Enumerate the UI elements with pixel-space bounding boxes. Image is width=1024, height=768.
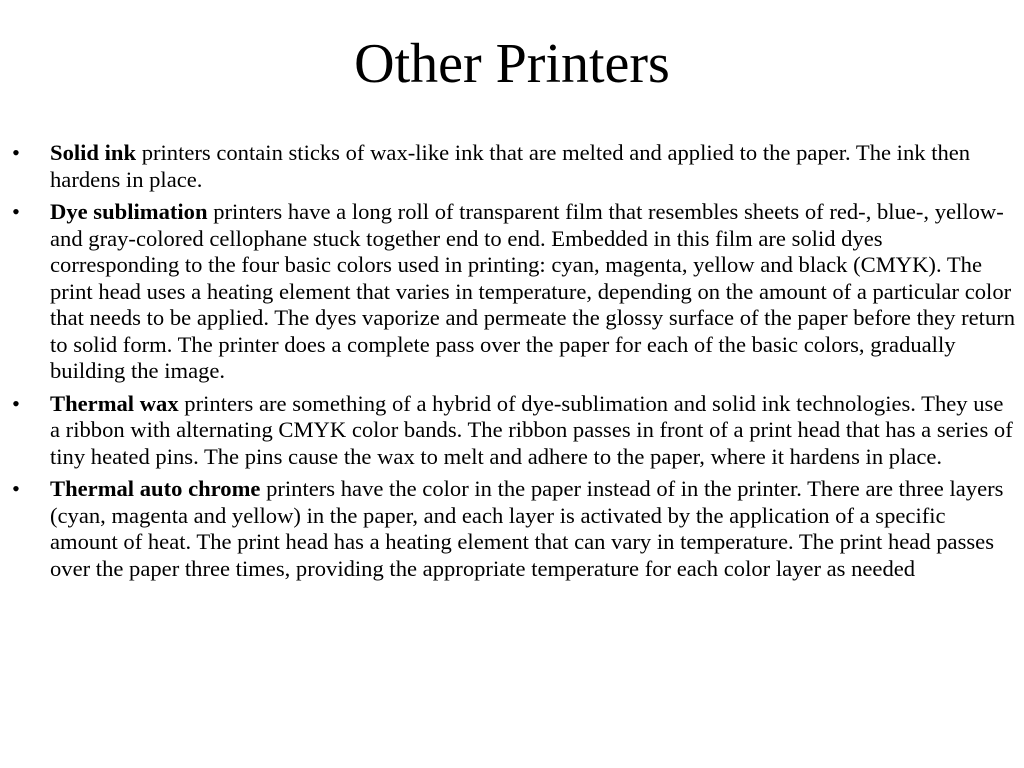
bullet-icon: •	[12, 476, 20, 501]
bullet-item-solid-ink	[12, 140, 1016, 193]
bullet-term: Thermal auto chrome	[50, 476, 261, 501]
bullet-icon: •	[12, 390, 20, 416]
slide-title: Other Printers	[354, 33, 670, 95]
bullet-term: Thermal wax	[50, 390, 179, 416]
bullet-term: Solid ink	[50, 140, 137, 165]
bullet-item-thermal-wax	[12, 391, 1016, 471]
bullet-icon: •	[12, 140, 20, 165]
bullet-list	[12, 140, 1016, 588]
bullet-text: printers are something of a hybrid of dye-sublimation and solid ink technologies. They use a ribbon with alternating CMYK color bands. The ribbon passes in front of a print head that has a series of tiny heated pins. The pins cause the wax to melt and adhere to the paper, where it hardens in place.	[50, 390, 1013, 469]
bullet-item-thermal-auto-chrome	[12, 476, 1016, 582]
bullet-item-dye-sublimation	[12, 199, 1016, 385]
bullet-text: printers have the color in the paper instead of in the printer. There are three layers (cyan, magenta and yellow) in the paper, and each layer is activated by the application of a specific amount of heat. The print head has a heating element that can vary in temperature. The print head passes over the paper three times, providing the appropriate temperature for each color layer as needed	[50, 476, 1004, 581]
bullet-text: printers have a long roll of transparent film that resembles sheets of red-, blue-, yellow- and gray-colored cellophane stuck together end to end. Embedded in this film are solid dyes corresponding to the four basic colors used in printing: cyan, magenta, yellow and black (CMYK). The print head uses a heating element that varies in temperature, depending on the amount of a particular color that needs to be applied. The dyes vaporize and permeate the glossy surface of the paper before they return to solid form. The printer does a complete pass over the paper for each of the basic colors, gradually building the image.	[50, 199, 1016, 383]
bullet-icon: •	[12, 199, 20, 224]
bullet-term: Dye sublimation	[50, 199, 208, 224]
bullet-text: printers contain sticks of wax-like ink that are melted and applied to the paper. The ink then hardens in place.	[50, 140, 971, 192]
